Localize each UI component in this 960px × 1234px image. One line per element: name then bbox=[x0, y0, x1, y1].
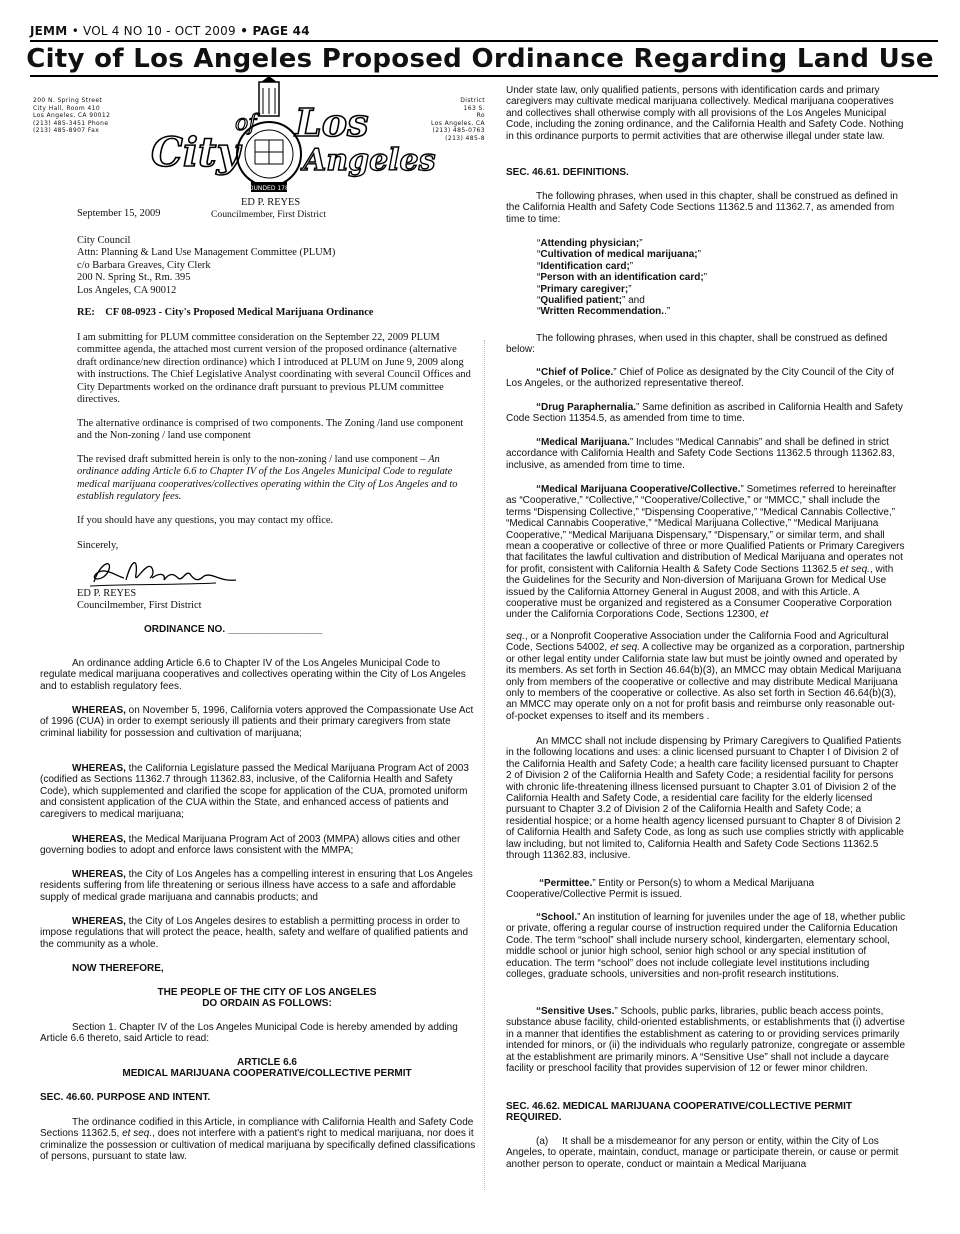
def-mmcc: “Medical Marijuana Cooperative/Collective.” Sometimes referred to hereinafter as “Cooperative,” “Collective,” “Cooperative/Collective,” or “MMCC,” shall include the terms “Dispensing Collective,” “Dispensing Cooperative,” “Medical Cannabis Collective,” “Medical Cannabis Cooperative,” “Medical Marijuana Collective,” “Medical Marijuana Cooperative,” “Medical Marijuana Dispensary,” “Dispensary,” or similar term, and shall mean a cooperative or collective of three or more Qualified Patients or Primary Caregivers that facilitates the lawful cultivation and distribution of Medical Marijuana and operates not for profit, consistent with California Health & Safety Code Sections 11362.5 et seq., with the Guidelines for the Security and Non-diversion of Marijuana Grown for Medical Use issued by the California Attorney General in August 2008, and with this Article. A cooperative must be organized and registered as a Consumer Cooperative Corporation under the California Corporations Code, Sections 12300, et bbox=[506, 484, 905, 621]
journal-name: JEMM bbox=[30, 24, 68, 38]
ordinance-intro: An ordinance adding Article 6.6 to Chapter IV of the Los Angeles Municipal Code to regulate medical marijuana cooperatives and collectives operating within the City of Los Angeles and to establish regulatory fees. bbox=[40, 658, 466, 692]
list-item: “Primary caregiver;” bbox=[537, 283, 632, 295]
letterhead-right-address: District 163 S. Ro Los Angeles, CA (213) 485-0763 (213) 485-8 bbox=[431, 97, 485, 142]
top-rule bbox=[30, 40, 938, 42]
whereas-2: WHEREAS, the California Legislature passed the Medical Marijuana Program Act of 2003 (codified as Sections 11362.7 through 11362.83, inclusive, of the California Health and Safety Code), which supplemented and clarified the scope for application of the CUA, promoted uniform and consistent application of the CUA within the State, and enhanced access of patients and caregivers to medical marijuana; bbox=[40, 763, 469, 820]
whereas-5: WHEREAS, the City of Los Angeles desires to establish a permitting process in order to impose regulations that will protect the peace, health, safety and welfare of qualified patients and the community as a whole. bbox=[40, 916, 469, 950]
letterhead-left-address: 200 N. Spring Street City Hall, Room 410 Los Angeles, CA 90012 (213) 485-3451 Phone (213) 485-8907 Fax bbox=[33, 97, 111, 135]
def-sensitive-uses: “Sensitive Uses.” Schools, public parks, libraries, public beach access points, substance abuse facility, child-oriented establishments, or establishments that (i) advertise in a manner that identifies the establishment as catering to or providing services primarily intended for minors, or (ii) the individuals who regularly patronize, congregate or assemble at the establishment are primarily minors. A “Sensitive Use” shall not include a daycare facility or preschool facility that provides supervision of 12 or fewer minor children. bbox=[506, 1006, 906, 1075]
ordinance-heading: ORDINANCE NO. _________________ bbox=[144, 624, 323, 635]
def-school: “School.” An institution of learning for juveniles under the age of 18, whether public or private, offering a regular course of instruction required under the California Education Code. The term “school” shall include nursery school, kindergarten, elementary school, middle school or junior high school, senior high school or any special institution of education. The term “school” does not include collegiate level institutions including colleges, graduate schools, universities and non-profit research institutions. bbox=[506, 912, 906, 981]
letterhead-signer-title: Councilmember, First District bbox=[211, 209, 326, 220]
section-1: Section 1. Chapter IV of the Los Angeles Municipal Code is hereby amended by adding Article 6.6 thereto, said Article to read: bbox=[40, 1022, 458, 1045]
handwritten-signature bbox=[86, 552, 246, 592]
now-therefore: NOW THEREFORE, bbox=[72, 963, 164, 974]
column-divider bbox=[484, 340, 485, 1190]
letter-paragraph-2: The alternative ordinance is comprised of two components. The Zoning /land use component and the Non-zoning / land use component bbox=[77, 418, 464, 442]
letter-paragraph-4: If you should have any questions, you may contact my office. bbox=[77, 515, 334, 526]
running-header: JEMM • VOL 4 NO 10 - OCT 2009 • PAGE 44 bbox=[30, 24, 310, 38]
def-mmcc-continued: seq., or a Nonprofit Cooperative Association under the California Food and Agricultural Code, Sections 54002, et seq. A collective may be organized as a corporation, partnership or other legal entity under California state law but must be jointly owned and operated by its members. As set forth in Section 46.64(b)(3), an MMCC may obtain Medical Marijuana only from members of the cooperative or collective and may distribute Medical Marijuana only to members of the cooperative or collective. As also set forth in Section 46.64(b)(3), an MMCC may operate only on a not for profit basis and reimburse only reasonable out-of-pocket expenses to itself and its members . bbox=[506, 631, 905, 722]
sec-46-61-heading: SEC. 46.61. DEFINITIONS. bbox=[506, 167, 629, 178]
article-heading: ARTICLE 6.6 MEDICAL MARIJUANA COOPERATIVE/COLLECTIVE PERMIT bbox=[122, 1057, 412, 1080]
page-title: City of Los Angeles Proposed Ordinance Regarding Land Use bbox=[26, 44, 934, 74]
list-item: “Identification card;” bbox=[537, 260, 634, 272]
mmcc-exclusions: An MMCC shall not include dispensing by Primary Caregivers to Qualified Patients in the following locations and uses: a clinic licensed pursuant to Chapter I of Division 2 of the California Health and Safety Code; a health care facility licensed pursuant to Chapter 2 of Division 2 of the California Health and Safety Code; a residential facility for persons with chronic life-threatening illness licensed pursuant to Chapter 3.01 of Division 2 of the California Health and Safety Code, a residential care facility for the elderly licensed pursuant to Chapter 3.2 of Division 2 of the California Health and Safety Code; a residential hospice; or a home health agency licensed pursuant to Chapter 8 of Division 2 of California Health and Safety Code, as long as such use complies strictly with applicable law including, but not limited to, California Health and Safety Code Sections 11362.5 through 11362.83, inclusive. bbox=[506, 736, 904, 862]
subsection-a: (a) It shall be a misdemeanor for any person or entity, within the City of Los Angeles, to operate, maintain, conduct, manage or participate therein, or cause or permit another person to operate, conduct or maintain a Medical Marijuana bbox=[506, 1136, 899, 1170]
letterhead-signer-name: ED P. REYES bbox=[241, 197, 301, 208]
list-item: “Attending physician;” bbox=[537, 238, 643, 249]
svg-text:of: of bbox=[235, 111, 257, 136]
def-permittee: “Permittee.” Entity or Person(s) to whom a Medical Marijuana Cooperative/Collective Permit is issued. bbox=[506, 878, 815, 901]
re-line: RE: CF 08-0923 - City's Proposed Medical Marijuana Ordinance bbox=[77, 307, 374, 318]
recipient-address: City Council Attn: Planning & Land Use Management Committee (PLUM) c/o Barbara Greaves, City Clerk 200 N. Spring St., Rm. 395 Los Angeles, CA 90012 bbox=[77, 235, 336, 296]
svg-text:Los: Los bbox=[295, 100, 369, 145]
svg-text:City: City bbox=[151, 129, 240, 176]
whereas-3: WHEREAS, the Medical Marijuana Program Act of 2003 (MMPA) allows cities and other governing bodies to adopt and enforce laws consistent with the MMPA; bbox=[40, 834, 461, 857]
enacting-clause: THE PEOPLE OF THE CITY OF LOS ANGELES DO ORDAIN AS FOLLOWS: bbox=[157, 987, 377, 1010]
sec-46-62-heading: SEC. 46.62. MEDICAL MARIJUANA COOPERATIVE/COLLECTIVE PERMIT REQUIRED. bbox=[506, 1101, 852, 1124]
svg-text:FOUNDED 1781: FOUNDED 1781 bbox=[245, 185, 293, 192]
city-seal-logo bbox=[143, 78, 436, 196]
definitions-intro: The following phrases, when used in this chapter, shall be construed as defined in the California Health and Safety Code Sections 11362.5 and 11362.7, as amended from time to time: bbox=[506, 191, 898, 225]
svg-text:Angeles: Angeles bbox=[303, 143, 436, 178]
whereas-1: WHEREAS, on November 5, 1996, California voters approved the Compassionate Use Act of 1996 (CUA) in order to exempt seriously ill patients and their primary caregivers from state criminal liability for possession and cultivation of marijuana; bbox=[40, 705, 474, 739]
issue-info: VOL 4 NO 10 - OCT 2009 bbox=[83, 24, 236, 38]
def-chief-of-police: “Chief of Police.” Chief of Police as designated by the City Council of the City of Los Angeles, or the authorized representative thereof. bbox=[506, 367, 894, 390]
list-item: “Written Recommendation..” bbox=[537, 306, 671, 318]
definitions-intro-2: The following phrases, when used in this chapter, shall be construed as defined below: bbox=[506, 333, 888, 356]
purpose-paragraph: The ordinance codified in this Article, in compliance with California Health and Safety Code Sections 11362.5, et seq., does not interfere with a patient's right to medical marijuana, nor does it criminalize the possession or cultivation of medical marijuana by specifically defined classifications of persons, pursuant to state law. bbox=[40, 1117, 476, 1163]
letter-paragraph-3: The revised draft submitted herein is only to the non-zoning / land use component – An ordinance adding Article 6.6 to Chapter IV of the Los Angeles Municipal Code to regulate medical marijuana cooperatives/collectives operating within the City of Los Angeles and to establish regulatory fees. bbox=[77, 454, 458, 503]
letter-date: September 15, 2009 bbox=[77, 208, 161, 219]
whereas-4: WHEREAS, the City of Los Angeles has a compelling interest in ensuring that Los Angeles residents suffering from life threatening or serious illness have access to a safe and affordable supply of medical grade marijuana and cannabis products; and bbox=[40, 869, 473, 903]
defined-terms-list bbox=[537, 238, 707, 318]
closing: Sincerely, bbox=[77, 540, 119, 551]
def-drug-paraphernalia: “Drug Paraphernalia.” Same definition as ascribed in California Health and Safety Code Section 11354.5, as amended from time to time. bbox=[506, 402, 903, 425]
list-item: “Person with an identification card;” bbox=[537, 272, 708, 284]
list-item: “Qualified patient;” and bbox=[537, 295, 645, 307]
list-item: “Cultivation of medical marijuana;” bbox=[537, 249, 701, 261]
state-law-paragraph: Under state law, only qualified patients, persons with identification cards and primary caregivers may cultivate medical marijuana collectively. Medical marijuana cooperatives and collectives shall otherwise comply with all provisions of the Los Angeles Municipal Code, including the zoning ordinance, and the California Health and Safety Code. Nothing in this ordinance purports to permit activities that are otherwise illegal under state law. bbox=[506, 85, 904, 142]
def-medical-marijuana: “Medical Marijuana.” Includes “Medical Cannabis” and shall be defined in strict accordance with California Health and Safety Code Sections 11362.5 through 11362.83, inclusive, as amended from time to time. bbox=[506, 437, 895, 471]
signature-block: ED P. REYES Councilmember, First District bbox=[77, 588, 202, 612]
title-rule bbox=[30, 75, 938, 77]
page-number: PAGE 44 bbox=[252, 24, 310, 38]
letter-paragraph-1: I am submitting for PLUM committee consideration on the September 22, 2009 PLUM committee agenda, the attached most current version of the proposed ordinance (alternative draft ordinance/new direction ordinance) which I introduced at PLUM on June 9, 2009 along with instructions. The Chief Legislative Analyst coordinating with several Council Offices and City Departments worked on the ordinance draft pursuant to previous PLUM committee directives. bbox=[77, 332, 471, 406]
sec-46-60-heading: SEC. 46.60. PURPOSE AND INTENT. bbox=[40, 1092, 211, 1103]
